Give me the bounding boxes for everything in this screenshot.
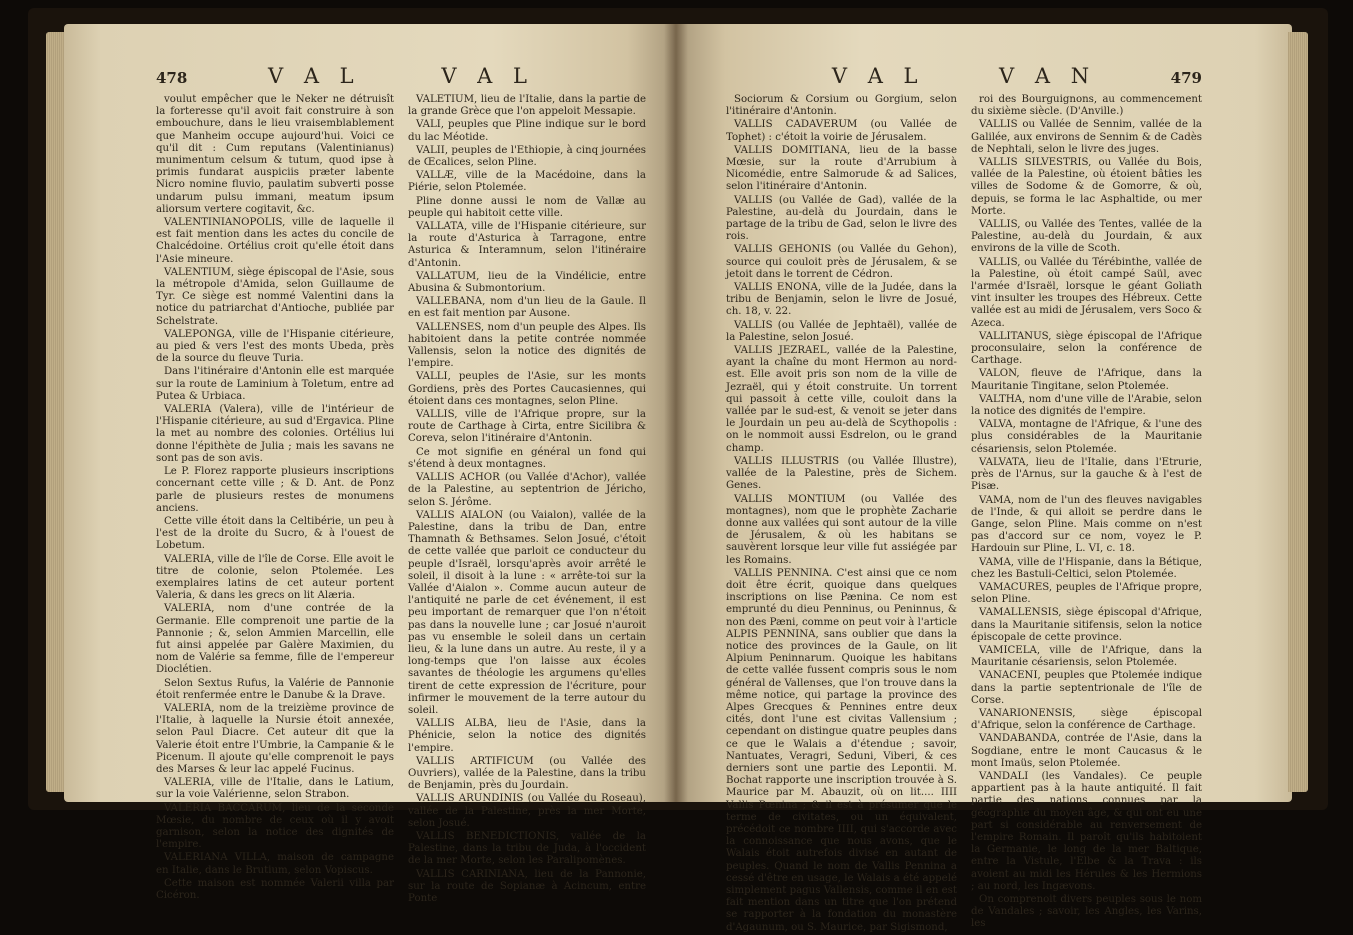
- open-book: [28, 8, 1328, 933]
- entry: VALEPONGA, ville de l'Hispanie citérieure, au pied & vers l'est des monts Ubeda, près de la source du fleuve Turia.: [156, 328, 394, 365]
- page-number-right: 479: [1170, 69, 1202, 87]
- entry: VALLIS PENNINA. C'est ainsi que ce nom doit être écrit, quoique dans quelques inscriptions on lise Pænina. Ce nom est emprunté du dieu Penninus, ou Peninnus, & non des Pæni, comme on peut voir à l'article ALPIS PENNINA, sans oublier que dans la notice des provinces de la Gaule, on lit Alpium Peninnarum. Quoique les habitans de cette vallée fussent compris sous le nom général de Vallenses, que l'on trouve dans la même notice, qui partage la province des Alpes Grecques & Pennines entre deux cités, dont l'une est civitas Vallensium ; cependant on distingue quatre peuples dans ce que le Walais a d'étendue ; savoir, Nantuates, Veragri, Seduni, Viberi, & ces derniers sont une partie des Lepontii. M. Bochat rapporte une inscription trouvée à S. Maurice par M. Abauzit, où on lit.... IIII Vallis Pœnina ; & il est à présumer que le terme de civitates, ou un équivalent, précédoit ce nombre IIII, qui s'accorde avec la connoissance que nous avons, que le Walais étoit autrefois divisé en autant de peuples. Quand le nom de Vallis Pennina a cessé d'être en usage, le Walais a été appelé simplement pagus Vallensis, comme il en est fait mention dans un titre que l'on prétend se rapporter à la fondation du monastère d'Agaunum, ou S. Maurice, par Sigismond,: [726, 567, 957, 933]
- entry: VALLIS CADAVERUM (ou Vallée de Tophet) : c'étoit la voirie de Jérusalem.: [726, 119, 957, 143]
- entry: VALLIS ACHOR (ou Vallée d'Achor), vallée de la Palestine, au septentrion de Jéricho, selon S. Jérôme.: [408, 472, 646, 508]
- entry: Pline donne aussi le nom de Vallæ au peuple qui habitoit cette ville.: [408, 195, 646, 219]
- page-number-left: 478: [156, 69, 188, 87]
- entry: VALLÆ, ville de la Macédoine, dans la Piérie, selon Ptolemée.: [408, 170, 646, 194]
- running-head-right-page-2: V A N: [999, 64, 1097, 88]
- entry: VALERIANA VILLA, maison de campagne en Italie, dans le Brutium, selon Vopiscus.: [156, 852, 394, 876]
- entry: VALLITANUS, siège épiscopal de l'Afrique proconsulaire, selon la conférence de Carthage.: [971, 330, 1202, 367]
- entry: VALERIA, nom d'une contrée de la Germanie. Elle comprenoit une partie de la Pannonie ; &, selon Ammien Marcellin, elle fut ainsi appelée par Galère Maximien, du nom de Valérie sa femme, fille de l'empereur Dioclétien.: [156, 603, 394, 676]
- running-head-left-page-2: V A L: [441, 64, 534, 88]
- entry: VALETIUM, lieu de l'Italie, dans la partie de la grande Grèce que l'on appeloit Messapie.: [408, 94, 646, 118]
- entry: VALLI, peuples de l'Asie, sur les monts Gordiens, près des Portes Caucasiennes, qui étoient dans ces montagnes, selon Pline.: [408, 371, 646, 407]
- entry: Ce mot signifie en général un fond qui s'étend à deux montagnes.: [408, 446, 646, 470]
- entry: Dans l'itinéraire d'Antonin elle est marquée sur la route de Laminium à Toletum, entre ad Putea & Urbiaca.: [156, 366, 394, 402]
- entry: VALLIS ARTIFICUM (ou Vallée des Ouvriers), vallée de la Palestine, dans la tribu de Benjamin, près du Jourdain.: [408, 755, 646, 792]
- entry: Selon Sextus Rufus, la Valérie de Pannonie étoit renfermée entre le Danube & la Drave.: [156, 677, 394, 701]
- entry: VALLIS BENEDICTIONIS, vallée de la Palestine, dans la tribu de Juda, à l'occident de la mer Morte, selon les Paralipomènes.: [408, 830, 646, 867]
- entry: VAMACURES, peuples de l'Afrique propre, selon Pline.: [971, 581, 1202, 606]
- entry: VALLIS SILVESTRIS, ou Vallée du Bois, vallée de la Palestine, où étoient bâties les villes de Sodome & de Gomorre, & où, depuis, se forma le lac Asphaltide, ou mer Morte.: [971, 157, 1202, 217]
- entry: VANDALI (les Vandales). Ce peuple appartient pas à la haute antiquité. Il fait partie des nations connues par la géographie du moyen âge, & qui ont eu une part si considérable au renversement de l'empire Romain. Il paroît qu'ils habitoient la Germanie, le long de la mer Baltique, entre la Vistule, l'Elbe & la Trava : ils avoient au midi les Hérules & les Hermions ; au nord, les Ingævons.: [971, 770, 1202, 892]
- entry: VALLENSES, nom d'un peuple des Alpes. Ils habitoient dans la petite contrée nommée Vallensis, selon la notice des dignités de l'empire.: [408, 321, 646, 370]
- entry: On comprenoit divers peuples sous le nom de Vandales ; savoir, les Angles, les Varins, les: [971, 894, 1202, 930]
- entry: VALLIS, ville de l'Afrique propre, sur la route de Carthage à Cirta, entre Sicilibra & Coreva, selon l'itinéraire d'Antonin.: [408, 409, 646, 445]
- entry: VALLATA, ville de l'Hispanie citérieure, sur la route d'Asturica à Tarragone, entre Asturica & Interamnum, selon l'itinéraire d'Antonin.: [408, 221, 646, 269]
- running-head-left-page-1: V A L: [268, 64, 361, 88]
- left-page-column-2: [408, 94, 646, 906]
- entry: VALLIS, ou Vallée des Tentes, vallée de la Palestine, au-delà du Jourdain, & aux environs de la ville de Scoth.: [971, 219, 1202, 255]
- entry: VALLATUM, lieu de la Vindélicie, entre Abusina & Submontorium.: [408, 270, 646, 295]
- entry: VANDABANDA, contrée de l'Asie, dans la Sogdiane, entre le mont Caucasus & le mont Imaüs, selon Ptolemée.: [971, 733, 1202, 769]
- right-page: [676, 24, 1292, 933]
- entry: VALERIA, ville de l'Italie, dans le Latium, sur la voie Valérienne, selon Strabon.: [156, 777, 394, 801]
- entry: VALLIS ALBA, lieu de l'Asie, dans la Phénicie, selon la notice des dignités l'empire.: [408, 718, 646, 754]
- book-gutter: [664, 24, 688, 802]
- entry: VALERIA (Valera), ville de l'intérieur de l'Hispanie citérieure, au sud d'Ergavica. Pline la met au nombre des colonies. Ortélius lui donne l'épithète de Julia ; mais les savans ne sont pas de son avis.: [156, 404, 394, 464]
- entry: Cette maison est nommée Valerii villa par Cicéron.: [156, 877, 394, 901]
- entry: VALLIS ENONA, ville de la Judée, dans la tribu de Benjamin, selon le livre de Josué, ch. 18, v. 22.: [726, 282, 957, 318]
- entry: VALENTINIANOPOLIS, ville de laquelle il est fait mention dans les actes du concile de Chalcédoine. Ortélius croit qu'elle étoit dans l'Asie mineure.: [156, 217, 394, 265]
- entry: VALERIA, nom de la treizième province de l'Italie, à laquelle la Nursie étoit annexée, selon Paul Diacre. Cet auteur dit que la Valerie étoit entre l'Umbrie, la Campanie & le Picenum. Il ajoute qu'elle comprenoit le pays des Marses & leur lac appelé Fucinus.: [156, 702, 394, 775]
- left-page: [64, 24, 676, 904]
- entry: VALVATA, lieu de l'Italie, dans l'Etrurie, près de l'Arnus, sur la gauche & à l'est de Pisæ.: [971, 456, 1202, 493]
- entry: VALI, peuples que Pline indique sur le bord du lac Méotide.: [408, 119, 646, 143]
- entry: VALLIS ou Vallée de Sennim, vallée de la Galilée, aux environs de Sennim & de Cadès de Nephtali, selon le livre des juges.: [971, 119, 1202, 155]
- entry: VALLIS ILLUSTRIS (ou Vallée Illustre), vallée de la Palestine, près de Sichem. Genes.: [726, 455, 957, 492]
- entry: voulut empêcher que le Neker ne détruisît la forteresse qu'il avoit fait construire à son embouchure, dans le lieu vraisemblablement que Manheim occupe aujourd'hui. Voici ce qu'il dit : Cum reputans (Valentinianus) munimentum celsum & tutum, quod ipse à primis fundarat auspiciis præter labente Nicro nomine fluvio, paulatim subverti posse undarum pulsu immani, meatum ipsum aliorsum vertere cogitavit, &c.: [156, 94, 394, 215]
- entry: VALLIS AIALON (ou Vaialon), vallée de la Palestine, dans la tribu de Dan, entre Thamnath & Bethsames. Selon Josué, c'étoit de cette vallée que parloit ce conducteur du peuple d'Israël, lorsqu'après avoir arrêté le soleil, il disoit à la lune : « arrête-toi sur la Vallée d'Aialon ». Comme aucun auteur de l'antiquité ne parle de cet événement, il est peu important de remarquer que l'on n'étoit pas dans la nouvelle lune ; car Josué n'auroit pas vu ensemble le soleil dans un certain lieu, & la lune dans un autre. Au reste, il y a long-temps que l'on laisse aux écoles savantes de théologie les argumens qu'elles tirent de cette expression de l'écriture, pour infirmer le mouvement de la terre autour du soleil.: [408, 509, 646, 716]
- entry: VANACENI, peuples que Ptolemée indique dans la partie septentrionale de l'île de Corse.: [971, 670, 1202, 706]
- entry: Sociorum & Corsium ou Gorgium, selon l'itinéraire d'Antonin.: [726, 94, 957, 118]
- entry: roi des Bourguignons, au commencement du sixième siècle. (D'Anville.): [971, 94, 1202, 118]
- entry: VALLIS JEZRAEL, vallée de la Palestine, ayant la chaîne du mont Hermon au nord-est. Elle avoit pris son nom de la ville de Jezraël, qui y étoit construite. Un torrent qui passoit à cette ville, couloit dans la vallée par le sud-est, & venoit se jeter dans le Jourdain un peu au-delà de Scythopolis : on le nommoit aussi Esdrelon, ou le grand champ.: [726, 345, 957, 454]
- entry: VAMA, ville de l'Hispanie, dans la Bétique, chez les Bastuli-Celtici, selon Ptolemée.: [971, 556, 1202, 580]
- entry: VALLIS (ou Vallée de Jephtaël), vallée de la Palestine, selon Josué.: [726, 319, 957, 343]
- entry: VAMA, nom de l'un des fleuves navigables de l'Inde, & qui alloit se perdre dans le Gange, selon Pline. Mais comme on n'est pas d'accord sur ce nom, voyez le P. Hardouin sur Pline, L. VI, c. 18.: [971, 494, 1202, 555]
- entry: VALLIS, ou Vallée du Térébinthe, vallée de la Palestine, où étoit campé Saül, avec l'armée d'Israël, lorsque le géant Goliath vint insulter les troupes des Hébreux. Cette vallée est au midi de Jérusalem, vers Soco & Azeca.: [971, 256, 1202, 329]
- entry: VALON, fleuve de l'Afrique, dans la Mauritanie Tingitane, selon Ptolemée.: [971, 368, 1202, 392]
- entry: VALERIA, ville de l'île de Corse. Elle avoit le titre de colonie, selon Ptolemée. Les exemplaires latins de cet auteur portent Valeria, & dans les grecs on lit Alæria.: [156, 553, 394, 602]
- entry: VALENTIUM, siège épiscopal de l'Asie, sous la métropole d'Amida, selon Guillaume de Tyr. Ce siège est nommé Valentini dans la notice du patriarchat d'Antioche, publiée par Schelstrate.: [156, 266, 394, 327]
- running-head-right-page-1: V A L: [831, 64, 925, 88]
- left-page-header: [156, 64, 646, 88]
- right-page-edges: [1288, 32, 1308, 792]
- entry: VALTHA, nom d'une ville de l'Arabie, selon la notice des dignités de l'empire.: [971, 393, 1202, 418]
- entry: VAMICELA, ville de l'Afrique, dans la Mauritanie césariensis, selon Ptolemée.: [971, 644, 1202, 669]
- right-page-column-2: [971, 94, 1202, 935]
- entry: VANARIONENSIS, siège épiscopal d'Afrique, selon la conférence de Carthage.: [971, 707, 1202, 732]
- entry: VAMALLENSIS, siège épiscopal d'Afrique, dans la Mauritanie sitifensis, selon la notice épiscopale de cette province.: [971, 607, 1202, 643]
- left-page-column-1: [156, 94, 394, 906]
- right-page-header: [726, 64, 1202, 88]
- entry: VALLIS MONTIUM (ou Vallée des montagnes), nom que le prophète Zacharie donne aux vallées qui sont autour de la ville de Jérusalem, & où les habitans se sauvèrent lorsque leur ville fut assiégée par les Romains.: [726, 493, 957, 566]
- entry: VALVA, montagne de l'Afrique, & l'une des plus considérables de la Mauritanie césariensis, selon Ptolemée.: [971, 419, 1202, 455]
- entry: VALLIS CARINIANA, lieu de la Pannonie, sur la route de Sopianæ à Acincum, entre Ponte: [408, 868, 646, 904]
- entry: VALLIS GEHONIS (ou Vallée du Gehon), source qui couloit près de Jérusalem, & se jetoit dans le torrent de Cédron.: [726, 244, 957, 280]
- entry: VALLIS (ou Vallée de Gad), vallée de la Palestine, au-delà du Jourdain, dans le partage de la tribu de Gad, selon le livre des rois.: [726, 194, 957, 243]
- right-page-column-1: [726, 94, 957, 935]
- entry: VALLIS ARUNDINIS (ou Vallée du Roseau), vallée de la Palestine, près la mer Morte, selon Josué.: [408, 793, 646, 829]
- entry: Le P. Florez rapporte plusieurs inscriptions concernant cette ville ; & D. Ant. de Ponz parle de plusieurs restes de monumens anciens.: [156, 466, 394, 514]
- entry: Cette ville étoit dans la Celtibérie, un peu à l'est de la droite du Sucro, & à l'ouest de Lobetum.: [156, 515, 394, 552]
- entry: VALERIA BACCARUM, lieu de la seconde Mœsie, du nombre de ceux où il y avoit garnison, selon la notice des dignités de l'empire.: [156, 802, 394, 851]
- entry: VALII, peuples de l'Ethiopie, à cinq journées de Œcalices, selon Pline.: [408, 144, 646, 169]
- entry: VALLEBANA, nom d'un lieu de la Gaule. Il en est fait mention par Ausone.: [408, 296, 646, 320]
- entry: VALLIS DOMITIANA, lieu de la basse Mœsie, sur la route d'Arrubium à Nicomédie, entre Salmorude & ad Salices, selon l'itinéraire d'Antonin.: [726, 144, 957, 193]
